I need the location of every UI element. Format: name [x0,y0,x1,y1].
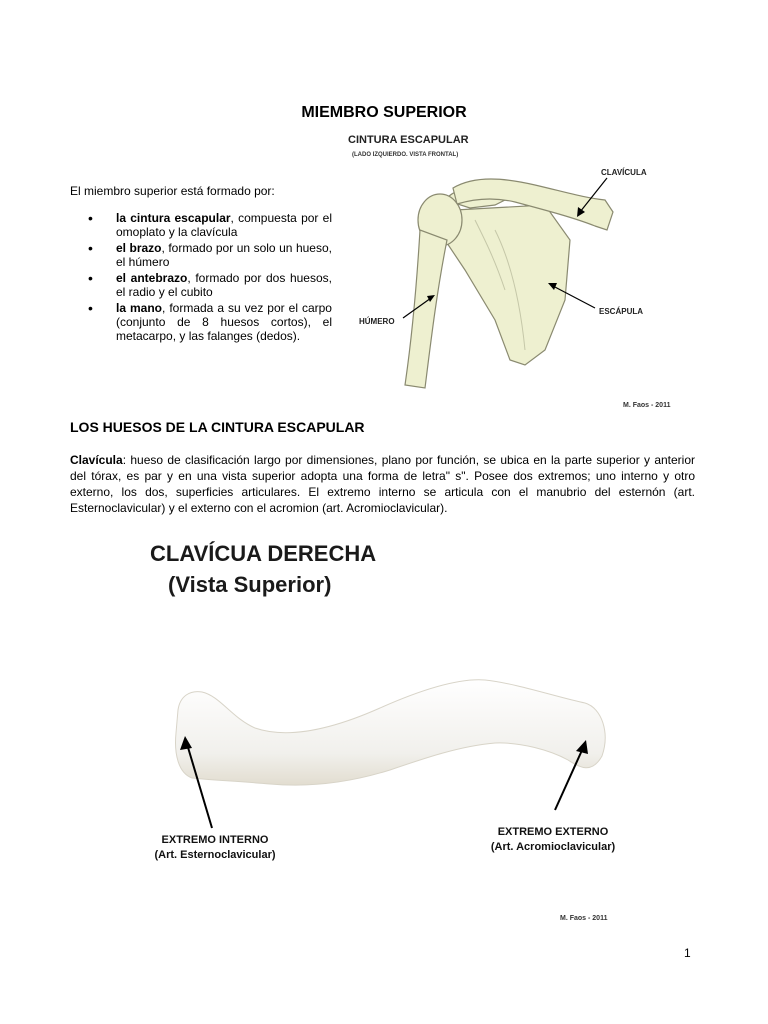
external-end-title: EXTREMO EXTERNO [497,826,609,838]
figure1-credit: M. Faos - 2011 [623,402,671,409]
internal-end-title: EXTREMO INTERNO [161,834,269,846]
external-end-joint: (Art. Acromioclavicular) [490,841,616,853]
scapula-label: ESCÁPULA [599,307,644,316]
shoulder-girdle-figure [345,160,685,412]
list-item: • la cintura escapular, compuesta por el omoplato y la clavícula [88,210,333,239]
humerus-label: HÚMERO [359,317,395,326]
paragraph-term: Clavícula [70,453,123,467]
internal-end-label [140,833,290,863]
clavicle-bone-shape [176,680,606,785]
bullet-term: la cintura escapular [116,211,231,225]
figure2-title: CLAVÍCUA DERECHA [150,541,377,566]
bullet-term: el antebrazo [116,271,188,285]
figure1-subtitle: (LADO IZQUIERDO. VISTA FRONTAL) [352,152,459,158]
internal-end-joint: (Art. Esternoclavicular) [154,849,276,861]
humerus-shape [405,230,447,388]
list-item: • el antebrazo, formado por dos huesos, el radio y el cubito [88,270,332,299]
bullet-text: , formada a su vez por el carpo (conjunto de 8 huesos cortos), el metacarpo, y las falanges (dedos). [116,301,332,343]
figure1-title: CINTURA ESCAPULAR [348,134,469,146]
list-item: • el brazo, formado por un solo un hueso, el húmero [88,240,332,269]
page-number: 1 [684,946,691,960]
bullet-text: , formado por dos huesos, el radio y el cubito [116,271,332,299]
bullet-term: el brazo [116,241,162,255]
bullet-term: la mano [116,301,162,315]
section-heading: LOS HUESOS DE LA CINTURA ESCAPULAR [70,419,365,435]
clavicle-label: CLAVÍCULA [601,168,647,177]
figure2-credit: M. Faos - 2011 [560,915,608,922]
page-title: MIEMBRO SUPERIOR [301,104,467,121]
clavicle-paragraph [70,452,695,516]
bullet-text: , formado por un solo un hueso, el húmero [116,241,332,269]
bullet-list [88,211,332,345]
paragraph-text: : hueso de clasificación largo por dimensiones, plano por función, se ubica en la parte superior y anterior del tórax, es par y en una vista superior adopta una forma de letra" s". Posee dos extremos; uno interno y otro externo, los dos, superficies articulares. El extremo interno se articula con el manubrio del esternón (art. Esternoclavicular) y el externo con el acromion (art. Acromioclavicular). [70,453,695,515]
bullet-text: , compuesta por el omoplato y la clavícula [116,211,333,239]
external-end-label [478,825,628,855]
list-item: • la mano, formada a su vez por el carpo (conjunto de 8 huesos cortos), el metacarpo, y las falanges (dedos). [88,300,332,343]
figure2-subtitle: (Vista Superior) [168,572,332,597]
intro-text: El miembro superior está formado por: [70,184,275,198]
